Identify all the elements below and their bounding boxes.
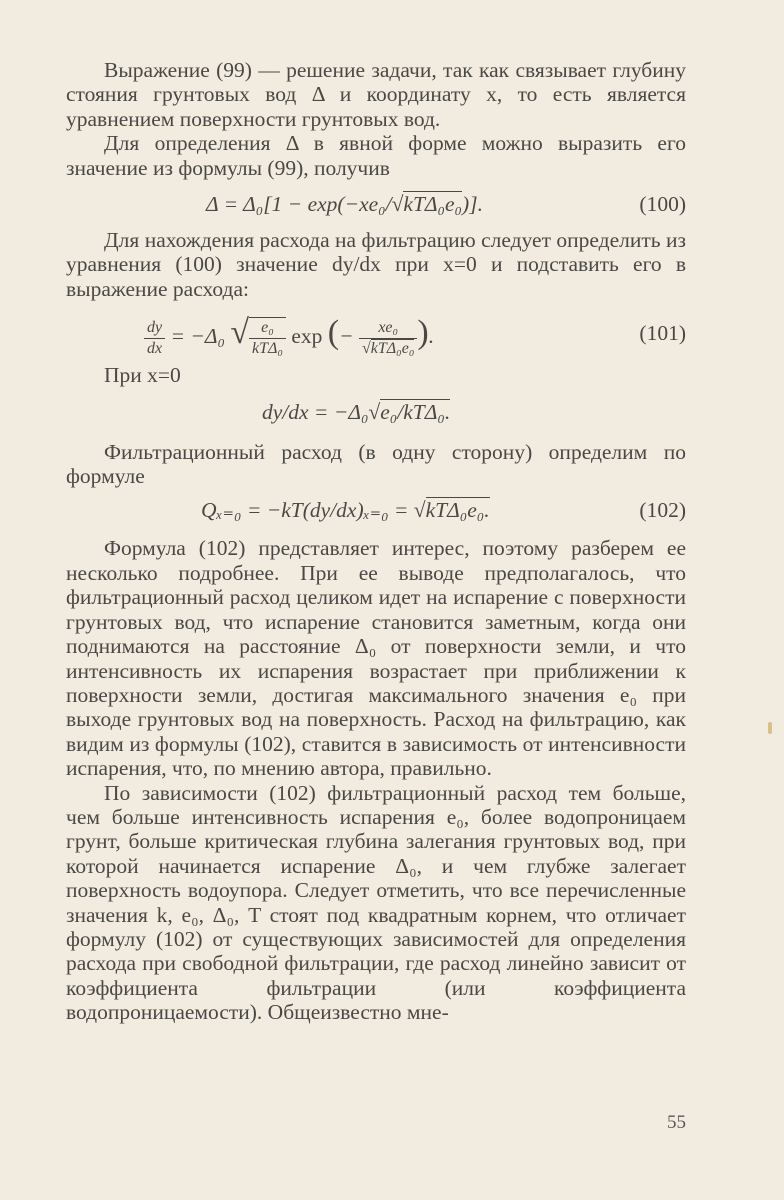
paragraph-4: При x=0 bbox=[104, 363, 181, 388]
radicand-fraction: $\frac{\text{e₀}}{\text{kTΔ₀}}$ bbox=[249, 317, 286, 359]
sqrt-symbol: √ bbox=[368, 399, 381, 424]
paragraph-3: Для нахождения расхода на фильтрацию следует определить из уравнения (100) значение dy/dx при x=0 и подставить его в выражение расхода: bbox=[66, 228, 686, 301]
open-paren: ( bbox=[327, 314, 340, 352]
exp-argument-fraction: $\frac{\text{xe₀}}{\text{√kTΔ₀e₀}}$ bbox=[359, 318, 417, 359]
close-paren: ) bbox=[417, 314, 429, 352]
dy-dx-fraction: $\frac{dy}{dx}$ bbox=[144, 318, 165, 359]
equation-101: $\frac{dy}{dx}$ = −Δ₀ √ $\frac{\text{e₀}}{\text{kTΔ₀}}$ exp (− $\frac{\text{xe₀}}{\text{√kTΔ₀e₀}}$ ). (101) bbox=[66, 303, 686, 363]
minus-sign: − bbox=[339, 324, 354, 349]
paragraph-2: Для определения Δ в явной форме можно выразить его значение из формулы (99), получив bbox=[66, 131, 686, 180]
eq100-lhs: Δ = Δ₀[1 − exp(−xe₀/ bbox=[206, 192, 392, 217]
eq100-rhs: )]. bbox=[462, 192, 483, 217]
sqrt-symbol: √ bbox=[391, 192, 404, 217]
paragraph-5: Фильтрационный расход (в одну сторону) определим по формуле bbox=[66, 439, 686, 489]
equation-number-100: (100) bbox=[639, 192, 686, 217]
equation-number-102: (102) bbox=[639, 498, 686, 523]
paragraph-1: Выражение (99) — решение задачи, так как связывает глубину стояния грунтовых вод Δ и координату x, то есть является уравнением поверхности грунтовых вод. bbox=[66, 58, 686, 131]
sqrt-symbol: √ bbox=[413, 498, 426, 523]
equation-number-101: (101) bbox=[639, 321, 686, 346]
eq100-root: kTΔ₀e₀ bbox=[403, 192, 463, 217]
eq101-equals: = −Δ₀ bbox=[170, 324, 225, 349]
sqrt-symbol: √ bbox=[230, 314, 250, 352]
equation-100 bbox=[66, 184, 686, 224]
paragraph-6: Формула (102) представляет интерес, поэтому разберем ее несколько подробнее. При ее выводе предполагалось, что фильтрационный расход целиком идет на испарение с поверхности грунтовых вод, что испарение становится заметным, когда они поднимаются на расстояние Δ₀ от поверхности земли, и что интенсивность их испарения возрастает при приближении к поверхности земли, достигая максимального значения e₀ при выходе грунтовых вод на поверхность. Расход на фильтрацию, как видим из формулы (102), ставится в зависимость от интенсивности испарения, что, по мнению автора, правильно. bbox=[66, 536, 686, 781]
page-number: 55 bbox=[667, 1112, 686, 1133]
paper-speck bbox=[768, 722, 772, 734]
equation-dydx: dy/dx = −Δ₀√e₀/kTΔ₀. bbox=[262, 399, 451, 424]
exp-label: exp bbox=[291, 324, 323, 349]
page-text-block bbox=[66, 58, 686, 1025]
paragraph-7: По зависимости (102) фильтрационный расход тем больше, чем больше интенсивность испарения e₀, более водопроницаем грунт, больше критическая глубина залегания грунтовых вод, при которой начинается испарение Δ₀, и чем глубже залегает поверхность водоупора. Следует отметить, что все перечисленные значения k, e₀, Δ₀, T стоят под квадратным корнем, что отличает формулу (102) от существующих зависимостей для определения расхода при свободной фильтрации, где расход линейно зависит от коэффициента фильтрации (или коэффициента водопроницаемости). Общеизвестно мне- bbox=[66, 780, 686, 1025]
equation-102: Qₓ₌₀ = −kT(dy/dx)ₓ₌₀ = √kTΔ₀e₀. (102) bbox=[66, 490, 686, 530]
